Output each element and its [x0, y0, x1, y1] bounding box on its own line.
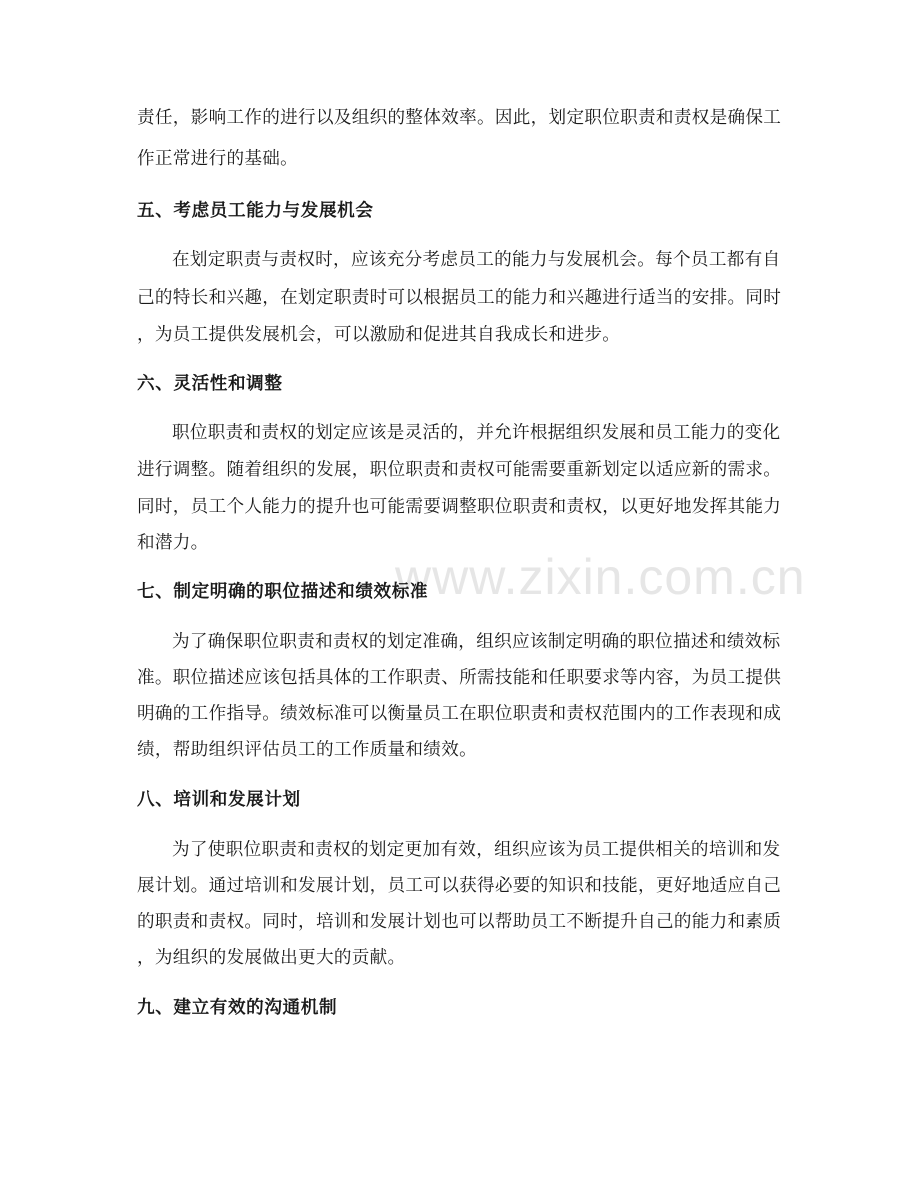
paragraph-line: 和潜力。 [137, 533, 209, 553]
section-heading: 八、培训和发展计划 [137, 790, 301, 810]
paragraph-line: 在划定职责与责权时，应该充分考虑员工的能力与发展机会。每个员工都有自 [172, 250, 781, 270]
section-heading: 九、建立有效的沟通机制 [137, 998, 338, 1018]
paragraph-line: 为了使职位职责和责权的划定更加有效，组织应该为员工提供相关的培训和发 [172, 840, 781, 860]
paragraph-line: 绩，帮助组织评估员工的工作质量和绩效。 [137, 740, 477, 760]
section-heading: 七、制定明确的职位描述和绩效标准 [137, 582, 429, 602]
paragraph-line: 的职责和责权。同时，培训和发展计划也可以帮助员工不断提升自己的能力和素质 [137, 912, 782, 932]
paragraph-line: 准。职位描述应该包括具体的工作职责、所需技能和任职要求等内容，为员工提供 [137, 668, 782, 688]
paragraph-line: 职位职责和责权的划定应该是灵活的，并允许根据组织发展和员工能力的变化 [172, 423, 781, 443]
paragraph-line: 责任，影响工作的进行以及组织的整体效率。因此，划定职位职责和责权是确保工 [137, 108, 782, 128]
section-heading: 五、考虑员工能力与发展机会 [137, 201, 374, 221]
paragraph-line: 进行调整。随着组织的发展，职位职责和责权可能需要重新划定以适应新的需求。 [137, 460, 782, 480]
paragraph-line: ，为组织的发展做出更大的贡献。 [137, 948, 406, 968]
paragraph-line: 明确的工作指导。绩效标准可以衡量员工在职位职责和责权范围内的工作表现和成 [137, 704, 782, 724]
paragraph-line: 同时，员工个人能力的提升也可能需要调整职位职责和责权，以更好地发挥其能力 [137, 497, 782, 517]
paragraph-line: 展计划。通过培训和发展计划，员工可以获得必要的知识和技能，更好地适应自己 [137, 876, 782, 896]
paragraph-line: ，为员工提供发展机会，可以激励和促进其自我成长和进步。 [137, 325, 621, 345]
paragraph-line: 作正常进行的基础。 [137, 149, 299, 169]
paragraph-line: 为了确保职位职责和责权的划定准确，组织应该制定明确的职位描述和绩效标 [172, 632, 781, 652]
paragraph-line: 己的特长和兴趣，在划定职责时可以根据员工的能力和兴趣进行适当的安排。同时 [137, 288, 782, 308]
watermark: www.zixin.com.cn [395, 549, 806, 605]
section-heading: 六、灵活性和调整 [137, 374, 283, 394]
